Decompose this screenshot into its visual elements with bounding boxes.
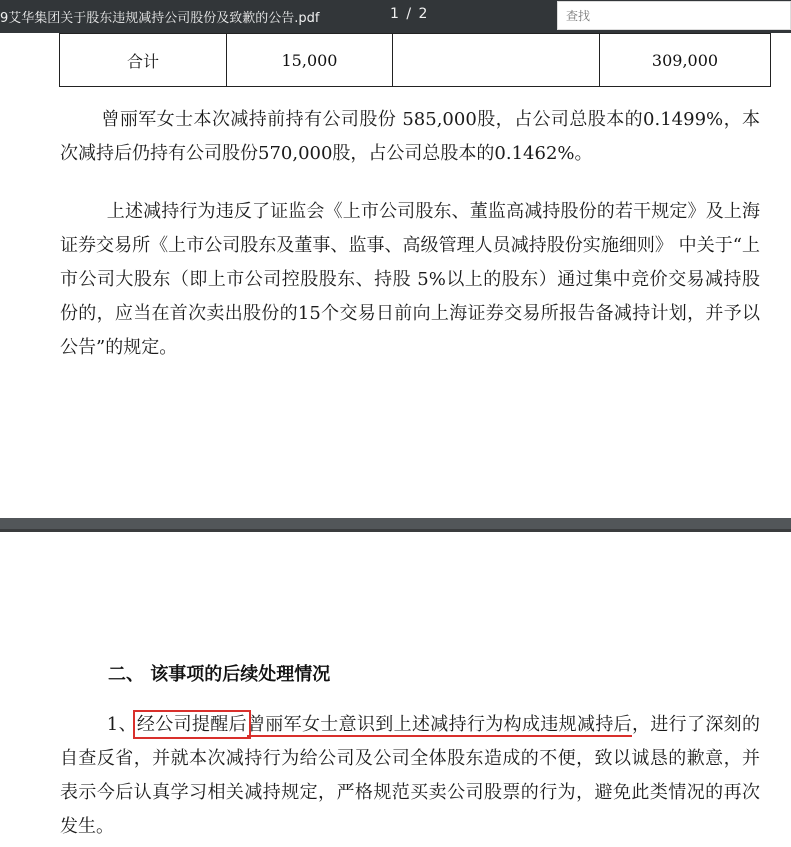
holding-change-paragraph: 曾丽军女士本次减持前持有公司股份 585,000股，占公司总股本的0.1499%，本次减持后仍持有公司股份570,000股，占公司总股本的0.1462%。 xyxy=(60,109,760,164)
red-underline-annotation: 曾丽军女士意识到上述减持行为构成违规减持后 xyxy=(246,714,632,735)
pdf-toolbar xyxy=(0,0,791,33)
page-separator: / xyxy=(406,6,412,22)
document-title: 9艾华集团关于股东违规减持公司股份及致歉的公告.pdf xyxy=(0,11,320,26)
total-page-count: 2 xyxy=(418,6,428,22)
page-indicator xyxy=(390,6,427,22)
section-heading: 二、 该事项的后续处理情况 xyxy=(108,664,331,685)
red-box-annotation: 经公司提醒后 xyxy=(136,714,247,735)
table-cell-empty xyxy=(393,34,600,87)
pdf-page-2 xyxy=(0,532,791,847)
table-row-total xyxy=(60,34,771,87)
table-cell-shares-sold: 15,000 xyxy=(227,34,393,87)
table-cell-label: 合计 xyxy=(60,34,227,87)
violation-paragraph: 上述减持行为违反了证监会《上市公司股东、董监高减持股份的若干规定》及上海证券交易所《上市公司股东及董事、监事、高级管理人员减持股份实施细则》 中关于“上市公司大股东（即上市公司控股股东、持股 5%以上的股东）通过集中竞价交易减持股份的，应当在首次卖出股份的15个交易日前向上海证券交易所报告备减持计划，并予以公告”的规定。 xyxy=(60,201,760,358)
follow-up-paragraph xyxy=(60,708,760,844)
pdf-page-1 xyxy=(0,33,791,518)
find-input[interactable] xyxy=(557,1,791,30)
item-number: 1、 xyxy=(106,714,137,735)
table-cell-amount: 309,000 xyxy=(600,34,771,87)
current-page-number[interactable]: 1 xyxy=(390,6,399,22)
paragraph-rest: ，进行了深刻的自查反省，并就本次减持行为给公司及公司全体股东造成的不便，致以诚恳的歉意，并表示今后认真学习相关减持规定，严格规范买卖公司股票的行为，避免此类情况的再次发生。 xyxy=(60,714,761,837)
holdings-table xyxy=(59,33,771,87)
